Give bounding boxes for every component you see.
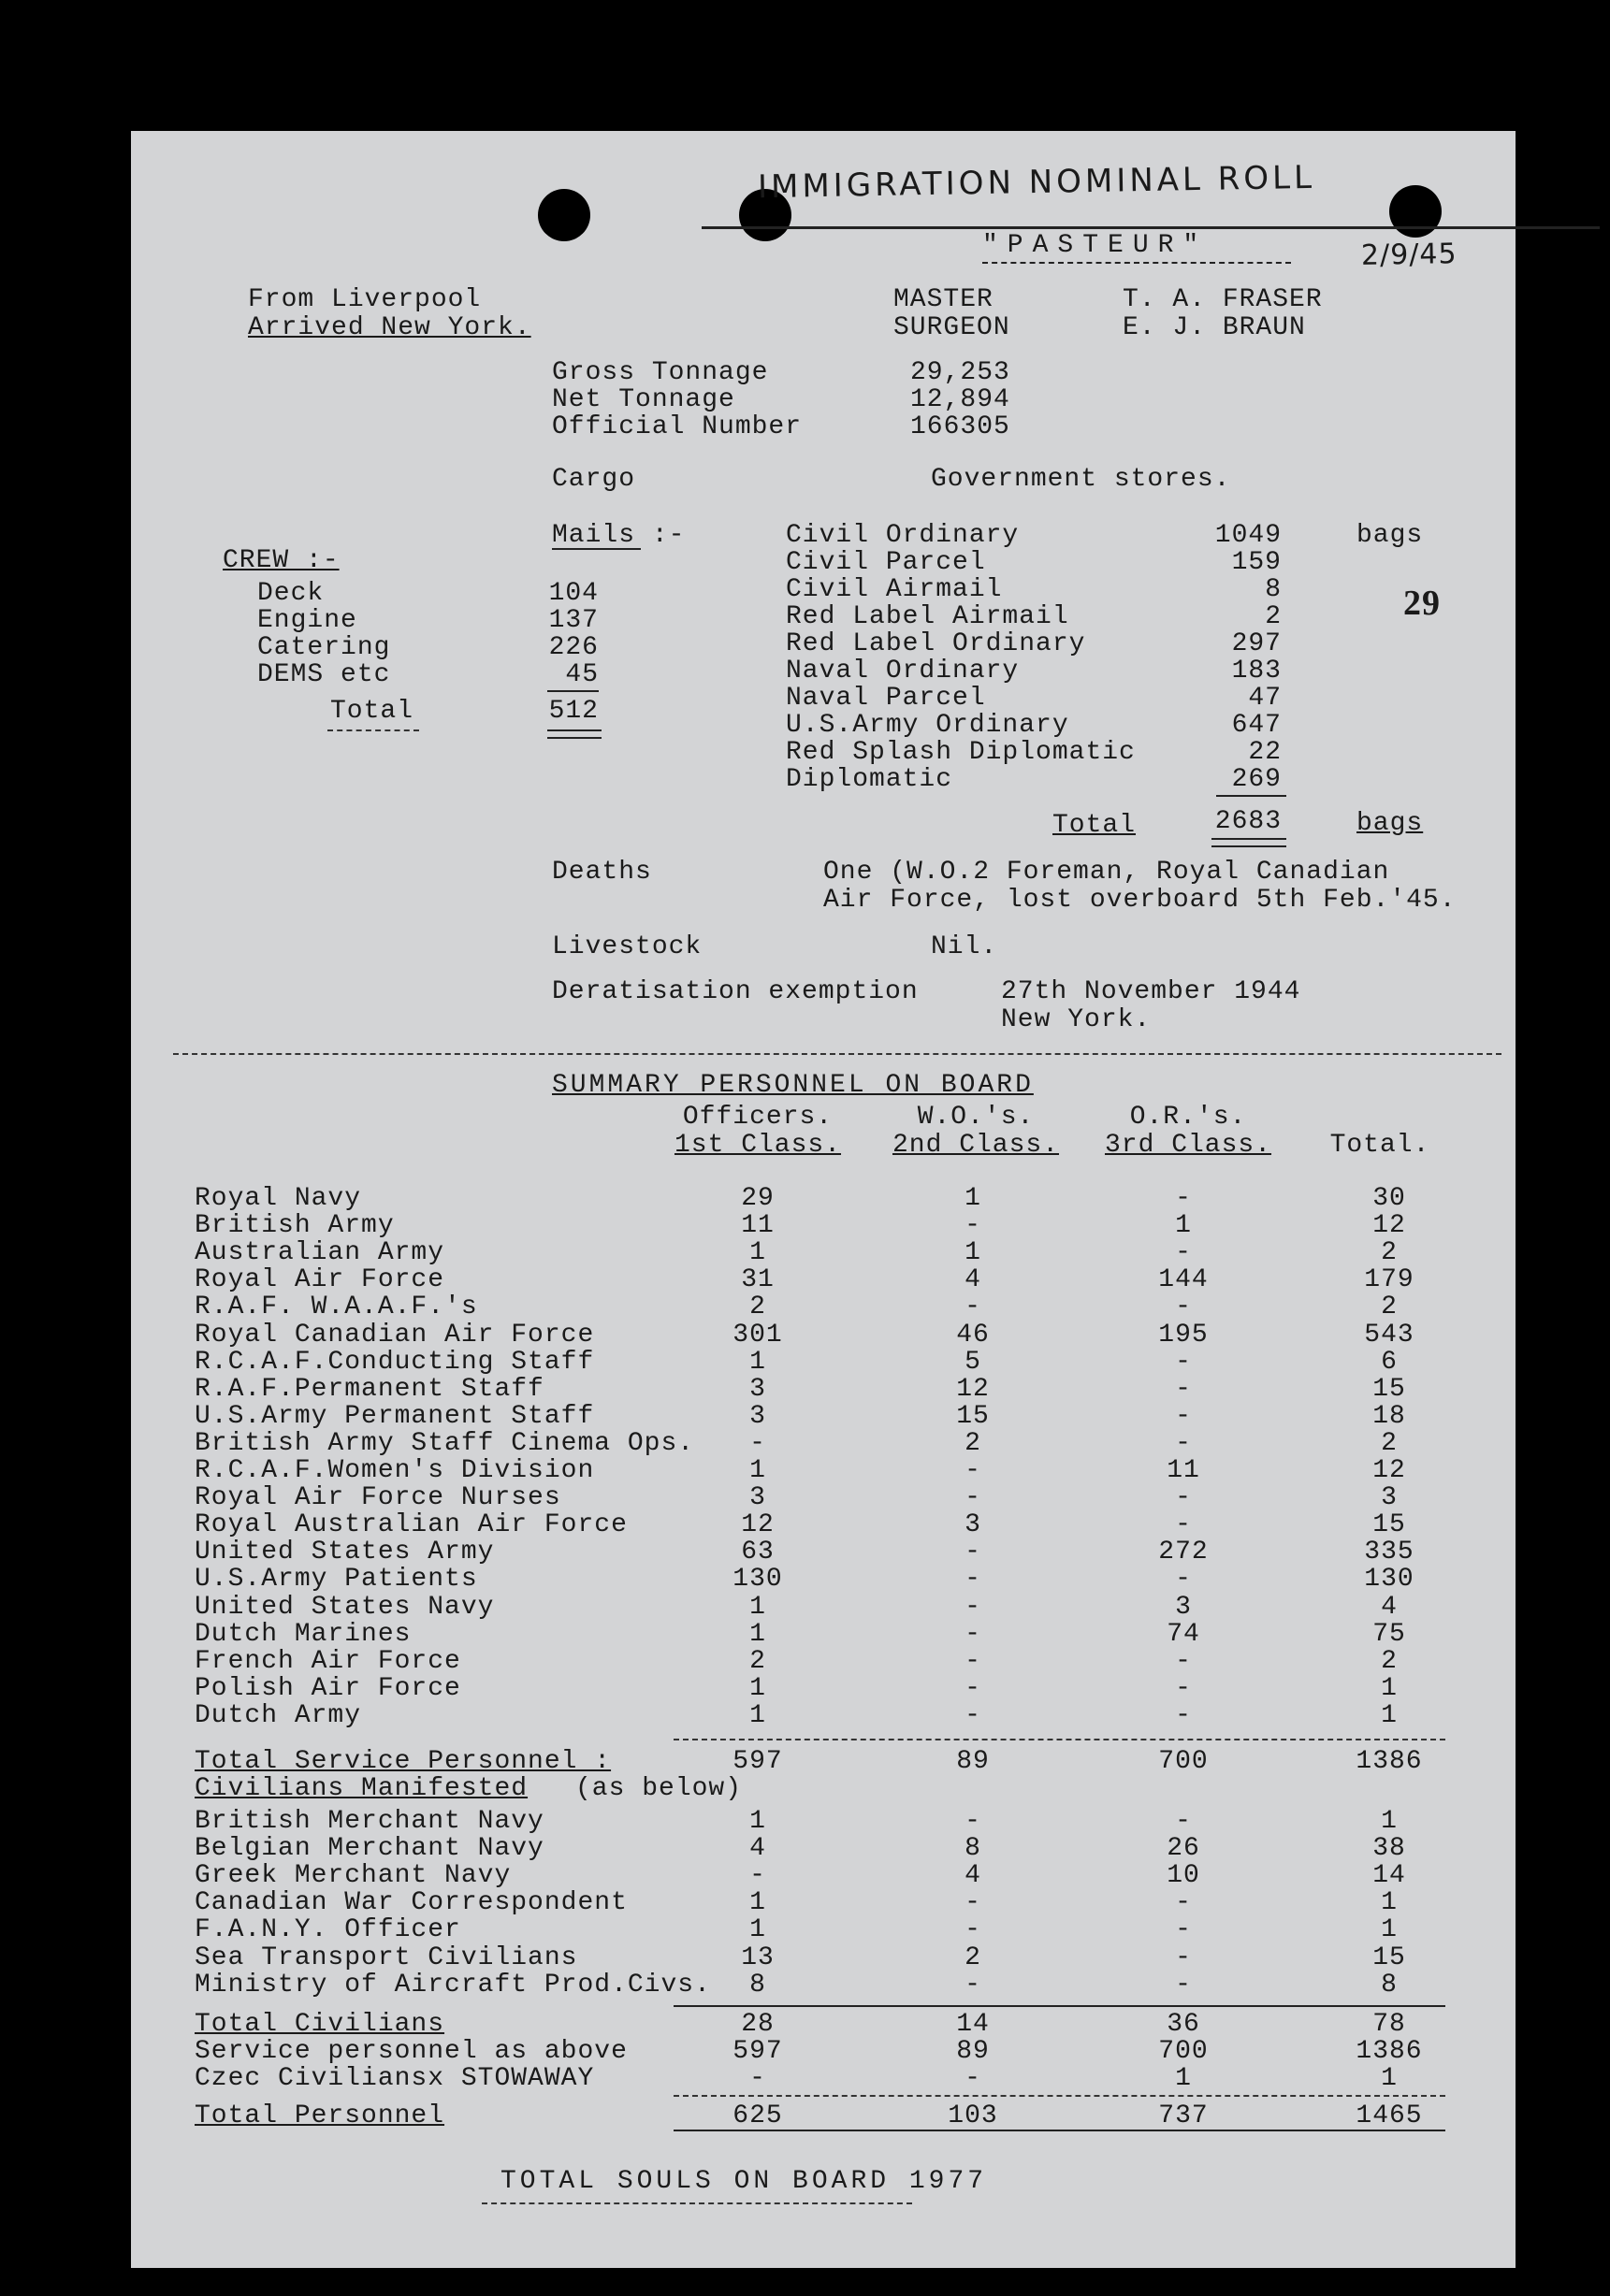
- master-label: MASTER: [893, 285, 994, 314]
- row-value: 18: [1372, 1401, 1406, 1431]
- deaths-line2: Air Force, lost overboard 5th Feb.'45.: [823, 886, 1457, 915]
- row-label: Royal Navy: [195, 1184, 362, 1213]
- row-value: 2: [1381, 1646, 1398, 1676]
- row-value: 1386: [1356, 2037, 1423, 2066]
- mail-label: U.S.Army Ordinary: [786, 711, 1069, 740]
- gross-tonnage-value: 29,253: [910, 358, 1010, 387]
- mails-sum-line: [1216, 795, 1286, 797]
- deaths-line1: One (W.O.2 Foreman, Royal Canadian: [823, 858, 1390, 887]
- row-value: -: [965, 1700, 981, 1730]
- ship-name: "PASTEUR": [982, 231, 1209, 260]
- mail-label: Red Label Ordinary: [786, 629, 1086, 658]
- row-value: -: [749, 2064, 766, 2093]
- row-value: 12: [741, 1510, 775, 1540]
- mail-value: 2: [1265, 602, 1282, 631]
- section-divider: [173, 1053, 1501, 1055]
- cargo-label: Cargo: [552, 465, 636, 494]
- gross-tonnage-label: Gross Tonnage: [552, 358, 769, 387]
- official-number-value: 166305: [910, 412, 1010, 441]
- row-value: 2: [749, 1292, 766, 1322]
- mail-value: 297: [1231, 629, 1282, 658]
- row-value: -: [965, 1807, 981, 1836]
- mails-total-value: 2683: [1214, 807, 1282, 836]
- row-value: 46: [956, 1320, 990, 1350]
- mail-label: Red Label Airmail: [786, 602, 1069, 631]
- row-value: 272: [1158, 1538, 1209, 1567]
- voyage-from: From Liverpool: [248, 285, 482, 314]
- row-value: 2: [965, 1942, 981, 1972]
- row-value: 597: [732, 1747, 783, 1776]
- handwritten-underline: [702, 226, 1600, 229]
- row-value: 130: [1364, 1565, 1414, 1595]
- total-souls-underline: [482, 2202, 912, 2204]
- row-value: -: [965, 1673, 981, 1703]
- row-value: 10: [1167, 1861, 1200, 1891]
- row-value: -: [1175, 1428, 1192, 1458]
- row-value: 179: [1364, 1265, 1414, 1295]
- row-value: 13: [741, 1942, 775, 1972]
- mail-value: 1049: [1214, 521, 1282, 550]
- official-number-label: Official Number: [552, 412, 803, 441]
- row-label: Ministry of Aircraft Prod.Civs.: [195, 1970, 711, 2000]
- row-value: 2: [1381, 1238, 1398, 1268]
- net-tonnage-value: 12,894: [910, 385, 1010, 414]
- row-value: -: [749, 1428, 766, 1458]
- row-label: French Air Force: [195, 1646, 461, 1676]
- crew-total-label: Total: [330, 697, 414, 726]
- crew-total-value: 512: [548, 697, 599, 726]
- row-value: 1: [1175, 2064, 1192, 2093]
- crew-total-underline: [327, 729, 419, 731]
- row-label: British Merchant Navy: [195, 1807, 544, 1836]
- row-label: British Army: [195, 1211, 395, 1241]
- row-value: 15: [1372, 1374, 1406, 1404]
- row-value: 8: [749, 1970, 766, 2000]
- mails-label: Mails :-: [552, 521, 686, 550]
- deratisation-label: Deratisation exemption: [552, 977, 919, 1006]
- crew-value: 226: [548, 633, 599, 662]
- col-header-bottom: 2nd Class.: [892, 1131, 1060, 1160]
- col-header-top: O.R.'s.: [1129, 1103, 1247, 1132]
- row-label: F.A.N.Y. Officer: [195, 1915, 461, 1945]
- row-label: Royal Air Force: [195, 1265, 445, 1295]
- row-label: Czec Civiliansx STOWAWAY: [195, 2064, 595, 2093]
- row-value: -: [1175, 1347, 1192, 1377]
- mails-total-unit: bags: [1356, 809, 1424, 838]
- row-value: -: [1175, 1646, 1192, 1676]
- row-value: 1: [1381, 1888, 1398, 1918]
- row-value: 8: [965, 1834, 981, 1864]
- row-value: 1: [749, 1807, 766, 1836]
- row-value: -: [965, 1211, 981, 1241]
- mail-label: Red Splash Diplomatic: [786, 738, 1136, 767]
- handwritten-title: IMMIGRATION NOMINAL ROLL: [757, 158, 1316, 207]
- row-value: 700: [1158, 1747, 1209, 1776]
- livestock-label: Livestock: [552, 932, 703, 961]
- master-name: T. A. FRASER: [1123, 285, 1323, 314]
- row-value: 12: [1372, 1456, 1406, 1485]
- ship-name-underline: [982, 262, 1291, 264]
- row-label: R.A.F.Permanent Staff: [195, 1374, 544, 1404]
- deaths-label: Deaths: [552, 858, 652, 887]
- handwritten-date: 2/9/45: [1360, 238, 1458, 272]
- crew-label: Deck: [257, 579, 325, 608]
- row-value: 625: [732, 2101, 783, 2130]
- row-value: -: [965, 1292, 981, 1322]
- row-value: -: [1175, 1238, 1192, 1268]
- row-value: 12: [956, 1374, 990, 1404]
- mails-total-double-line: [1211, 838, 1286, 847]
- row-label: Greek Merchant Navy: [195, 1861, 512, 1891]
- col-header-top: Officers.: [682, 1103, 834, 1132]
- row-value: 1: [749, 1592, 766, 1622]
- row-value: 8: [1381, 1970, 1398, 2000]
- row-label: Dutch Army: [195, 1700, 362, 1730]
- punch-hole: [538, 189, 590, 241]
- row-value: 144: [1158, 1265, 1209, 1295]
- crew-label: Catering: [257, 633, 391, 662]
- row-value: 1: [1381, 2064, 1398, 2093]
- row-value: 6: [1381, 1347, 1398, 1377]
- row-value: -: [965, 1646, 981, 1676]
- mails-margin-note: 29: [1403, 584, 1441, 623]
- summary-heading: SUMMARY PERSONNEL ON BOARD: [552, 1071, 1034, 1100]
- mail-value: 47: [1248, 684, 1282, 713]
- row-label: United States Navy: [195, 1592, 495, 1622]
- row-value: 2: [965, 1428, 981, 1458]
- row-value: 335: [1364, 1538, 1414, 1567]
- row-value: -: [1175, 1374, 1192, 1404]
- row-label: Royal Air Force Nurses: [195, 1483, 561, 1513]
- row-value: 1: [1381, 1673, 1398, 1703]
- mail-value: 22: [1248, 738, 1282, 767]
- row-value: 12: [1372, 1211, 1406, 1241]
- row-value: -: [1175, 1888, 1192, 1918]
- voyage-arrived: Arrived New York.: [248, 313, 531, 342]
- punch-hole: [1389, 185, 1442, 238]
- col-header-bottom: Total.: [1329, 1131, 1430, 1160]
- row-value: -: [1175, 1401, 1192, 1431]
- row-value: 2: [749, 1646, 766, 1676]
- col-header-top: W.O.'s.: [917, 1103, 1035, 1132]
- row-value: 1: [1381, 1700, 1398, 1730]
- row-label: R.C.A.F.Conducting Staff: [195, 1347, 595, 1377]
- row-value: 4: [965, 1861, 981, 1891]
- mail-label: Naval Parcel: [786, 684, 986, 713]
- row-value: 1: [749, 1456, 766, 1485]
- row-value: -: [965, 1888, 981, 1918]
- row-value: 1: [965, 1238, 981, 1268]
- mails-label-underline: [552, 548, 641, 550]
- cargo-value: Government stores.: [931, 465, 1231, 494]
- row-value: 2: [1381, 1292, 1398, 1322]
- civilians-heading: Civilians Manifested: [195, 1774, 529, 1803]
- total-souls: TOTAL SOULS ON BOARD 1977: [500, 2167, 988, 2196]
- row-value: 130: [732, 1565, 783, 1595]
- row-label: Total Service Personnel :: [195, 1747, 612, 1776]
- deratisation-line2: New York.: [1001, 1005, 1152, 1034]
- document-page: [131, 131, 1516, 2268]
- row-value: -: [965, 1538, 981, 1567]
- row-value: -: [1175, 1700, 1192, 1730]
- row-value: 63: [741, 1538, 775, 1567]
- row-value: 89: [956, 2037, 990, 2066]
- row-value: -: [749, 1861, 766, 1891]
- row-value: -: [1175, 1807, 1192, 1836]
- row-value: -: [1175, 1673, 1192, 1703]
- service-sum-line: [674, 1739, 1445, 1740]
- crew-total-double-line: [547, 729, 602, 739]
- row-value: 3: [1381, 1483, 1398, 1513]
- row-value: 1: [749, 1619, 766, 1649]
- crew-label: DEMS etc: [257, 660, 391, 689]
- deratisation-line1: 27th November 1944: [1001, 977, 1301, 1006]
- row-value: 14: [956, 2010, 990, 2039]
- personnel-sum-line: [674, 2095, 1445, 2097]
- row-value: 3: [749, 1374, 766, 1404]
- row-value: 1: [1175, 1211, 1192, 1241]
- row-value: 1: [749, 1915, 766, 1945]
- row-value: 1: [1381, 1807, 1398, 1836]
- row-value: 26: [1167, 1834, 1200, 1864]
- row-value: -: [965, 2064, 981, 2093]
- row-value: 36: [1167, 2010, 1200, 2039]
- row-value: 1465: [1356, 2101, 1423, 2130]
- mail-value: 159: [1231, 548, 1282, 577]
- row-value: 103: [948, 2101, 998, 2130]
- row-value: 31: [741, 1265, 775, 1295]
- surgeon-name: E. J. BRAUN: [1123, 313, 1306, 342]
- row-label: Australian Army: [195, 1238, 445, 1268]
- row-value: -: [965, 1915, 981, 1945]
- row-value: 3: [965, 1510, 981, 1540]
- row-value: 1: [749, 1347, 766, 1377]
- row-label: Dutch Marines: [195, 1619, 412, 1649]
- row-value: 11: [741, 1211, 775, 1241]
- row-label: United States Army: [195, 1538, 495, 1567]
- crew-sum-line: [547, 690, 599, 692]
- row-label: Canadian War Correspondent: [195, 1888, 628, 1918]
- row-value: -: [1175, 1915, 1192, 1945]
- col-header-bottom: 3rd Class.: [1104, 1131, 1272, 1160]
- row-value: 11: [1167, 1456, 1200, 1485]
- row-label: Belgian Merchant Navy: [195, 1834, 544, 1864]
- row-value: -: [965, 1565, 981, 1595]
- crew-heading: CREW :-: [223, 546, 340, 575]
- row-value: 301: [732, 1320, 783, 1350]
- row-value: 3: [749, 1401, 766, 1431]
- personnel-total-line: [674, 2130, 1445, 2131]
- row-value: 29: [741, 1184, 775, 1213]
- row-value: 15: [1372, 1510, 1406, 1540]
- mails-total-label: Total: [1052, 811, 1137, 840]
- row-value: 15: [956, 1401, 990, 1431]
- mail-value: 183: [1231, 657, 1282, 686]
- row-value: 74: [1167, 1619, 1200, 1649]
- row-value: 14: [1372, 1861, 1406, 1891]
- row-value: -: [1175, 1184, 1192, 1213]
- civilians-heading-suffix: (as below): [575, 1774, 743, 1803]
- row-label: R.C.A.F.Women's Division: [195, 1456, 595, 1485]
- row-value: 4: [965, 1265, 981, 1295]
- row-value: 597: [732, 2037, 783, 2066]
- row-value: 1: [749, 1888, 766, 1918]
- row-value: 75: [1372, 1619, 1406, 1649]
- row-value: 1: [965, 1184, 981, 1213]
- crew-value: 104: [548, 579, 599, 608]
- col-header-bottom: 1st Class.: [674, 1131, 842, 1160]
- row-value: -: [965, 1619, 981, 1649]
- row-value: 30: [1372, 1184, 1406, 1213]
- mail-value: 269: [1231, 765, 1282, 794]
- row-value: 1: [749, 1700, 766, 1730]
- row-value: 737: [1158, 2101, 1209, 2130]
- row-label: Royal Canadian Air Force: [195, 1320, 595, 1350]
- row-value: -: [965, 1456, 981, 1485]
- mail-label: Civil Airmail: [786, 575, 1003, 604]
- row-label: U.S.Army Patients: [195, 1565, 478, 1595]
- row-label: Royal Australian Air Force: [195, 1510, 628, 1540]
- row-value: -: [1175, 1510, 1192, 1540]
- row-value: 2: [1381, 1428, 1398, 1458]
- row-value: -: [1175, 1942, 1192, 1972]
- row-value: -: [1175, 1565, 1192, 1595]
- mail-value: 647: [1231, 711, 1282, 740]
- row-label: Total Personnel: [195, 2101, 445, 2130]
- row-value: 3: [1175, 1592, 1192, 1622]
- row-value: 1: [749, 1238, 766, 1268]
- mail-label: Diplomatic: [786, 765, 953, 794]
- row-label: British Army Staff Cinema Ops.: [195, 1428, 695, 1458]
- mail-unit: bags: [1356, 521, 1424, 550]
- surgeon-label: SURGEON: [893, 313, 1010, 342]
- row-value: 1386: [1356, 1747, 1423, 1776]
- row-value: 4: [1381, 1592, 1398, 1622]
- crew-label: Engine: [257, 606, 357, 635]
- row-value: -: [965, 1483, 981, 1513]
- row-value: -: [965, 1970, 981, 2000]
- row-value: 89: [956, 1747, 990, 1776]
- row-label: Total Civilians: [195, 2010, 445, 2039]
- net-tonnage-label: Net Tonnage: [552, 385, 735, 414]
- mail-label: Civil Ordinary: [786, 521, 1020, 550]
- row-label: R.A.F. W.A.A.F.'s: [195, 1292, 478, 1322]
- mail-value: 8: [1265, 575, 1282, 604]
- row-value: 5: [965, 1347, 981, 1377]
- mail-label: Civil Parcel: [786, 548, 986, 577]
- row-label: Polish Air Force: [195, 1673, 461, 1703]
- row-value: 3: [749, 1483, 766, 1513]
- row-value: -: [965, 1592, 981, 1622]
- row-value: 78: [1372, 2010, 1406, 2039]
- row-value: 28: [741, 2010, 775, 2039]
- row-value: 195: [1158, 1320, 1209, 1350]
- crew-value: 137: [548, 606, 599, 635]
- row-value: 1: [749, 1673, 766, 1703]
- row-value: -: [1175, 1483, 1192, 1513]
- row-value: -: [1175, 1292, 1192, 1322]
- row-value: 4: [749, 1834, 766, 1864]
- civilian-sum-line: [674, 2005, 1445, 2007]
- row-value: -: [1175, 1970, 1192, 2000]
- row-label: Sea Transport Civilians: [195, 1942, 578, 1972]
- crew-value: 45: [565, 660, 599, 689]
- mail-label: Naval Ordinary: [786, 657, 1020, 686]
- row-value: 15: [1372, 1942, 1406, 1972]
- row-label: Service personnel as above: [195, 2037, 628, 2066]
- row-value: 1: [1381, 1915, 1398, 1945]
- row-value: 700: [1158, 2037, 1209, 2066]
- row-value: 543: [1364, 1320, 1414, 1350]
- row-label: U.S.Army Permanent Staff: [195, 1401, 595, 1431]
- row-value: 38: [1372, 1834, 1406, 1864]
- livestock-value: Nil.: [931, 932, 998, 961]
